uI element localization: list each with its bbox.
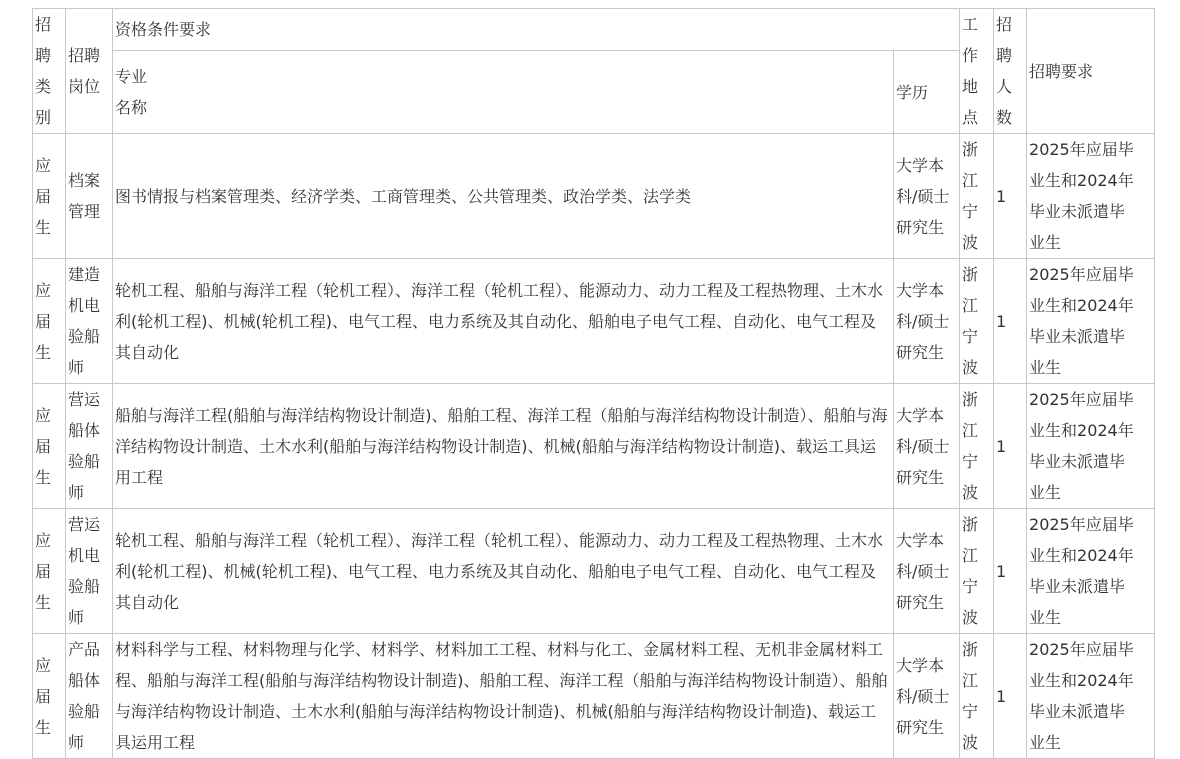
header-qualification: 资格条件要求 (113, 9, 960, 51)
header-major (113, 51, 894, 134)
table-row (33, 259, 1155, 384)
header-category-line: 别 (35, 108, 52, 127)
cell-requirement (1027, 384, 1155, 509)
cell-location-line: 浙 (962, 390, 979, 409)
cell-major: 轮机工程、船舶与海洋工程（轮机工程）、海洋工程（轮机工程）、能源动力、动力工程及工程热物理、土木水利(轮机工程)、机械(轮机工程)、电气工程、电力系统及其自动化、船舶电子电气工程、自动化、电气工程及其自动化 (113, 259, 894, 384)
cell-location-line: 浙 (962, 265, 979, 284)
cell-position-line: 船体 (68, 421, 101, 440)
cell-position-line: 营运 (68, 515, 101, 534)
cell-location-line: 浙 (962, 515, 979, 534)
cell-position-line: 验船 (68, 327, 101, 346)
cell-category (33, 384, 66, 509)
cell-category-line: 生 (35, 217, 52, 237)
cell-location-line: 江 (962, 296, 979, 315)
header-location (960, 9, 994, 134)
header-location-line: 作 (962, 46, 979, 65)
header-major-line: 名称 (115, 98, 148, 118)
header-category-line: 招 (35, 15, 52, 34)
cell-requirement (1027, 634, 1155, 759)
cell-location-line: 浙 (962, 140, 979, 159)
cell-count: 1 (994, 509, 1027, 634)
cell-position-line: 船体 (68, 671, 101, 690)
header-major-line: 专业 (115, 67, 148, 87)
cell-position-line: 师 (68, 733, 85, 752)
cell-position-line: 建造 (68, 265, 101, 284)
cell-category-line: 生 (35, 592, 52, 612)
cell-position-line: 机电 (68, 546, 101, 565)
cell-location (960, 134, 994, 259)
cell-location-line: 波 (962, 233, 979, 252)
cell-location-line: 浙 (962, 640, 979, 659)
cell-location-line: 江 (962, 171, 979, 190)
recruitment-table (32, 8, 1155, 759)
cell-requirement-line: 业生和2024年 (1029, 421, 1134, 440)
header-count-line: 招 (996, 15, 1013, 34)
cell-count: 1 (994, 134, 1027, 259)
cell-education (894, 384, 960, 509)
cell-requirement-line: 业生和2024年 (1029, 296, 1134, 315)
cell-education-line: 科/硕士 (896, 436, 950, 456)
cell-position-line: 师 (68, 483, 85, 502)
cell-location (960, 509, 994, 634)
cell-location-line: 波 (962, 608, 979, 627)
cell-location-line: 宁 (962, 327, 979, 346)
cell-education-line: 科/硕士 (896, 561, 950, 581)
cell-education-line: 研究生 (896, 592, 945, 612)
cell-position (66, 384, 113, 509)
cell-location (960, 634, 994, 759)
cell-position-line: 产品 (68, 640, 101, 659)
cell-major: 图书情报与档案管理类、经济学类、工商管理类、公共管理类、政治学类、法学类 (113, 134, 894, 259)
cell-requirement-line: 毕业未派遣毕 (1029, 327, 1126, 346)
cell-position-line: 验船 (68, 577, 101, 596)
header-position-line: 岗位 (68, 77, 101, 96)
cell-category (33, 134, 66, 259)
cell-category-line: 届 (35, 311, 52, 331)
header-category-line: 聘 (35, 46, 52, 65)
cell-category-line: 应 (35, 280, 52, 300)
cell-education (894, 259, 960, 384)
cell-category-line: 生 (35, 342, 52, 362)
cell-location-line: 江 (962, 671, 979, 690)
cell-education-line: 研究生 (896, 342, 945, 362)
table-row (33, 509, 1155, 634)
header-category (33, 9, 66, 134)
cell-requirement-line: 业生和2024年 (1029, 671, 1134, 690)
cell-category (33, 634, 66, 759)
cell-category-line: 生 (35, 717, 52, 737)
cell-requirement-line: 毕业未派遣毕 (1029, 577, 1126, 596)
cell-requirement-line: 业生和2024年 (1029, 171, 1134, 190)
cell-education (894, 134, 960, 259)
cell-education-line: 研究生 (896, 217, 945, 237)
cell-position (66, 634, 113, 759)
table-row (33, 134, 1155, 259)
cell-requirement-line: 业生和2024年 (1029, 546, 1134, 565)
cell-requirement-line: 2025年应届毕 (1029, 140, 1134, 159)
cell-category-line: 届 (35, 686, 52, 706)
table-row (33, 634, 1155, 759)
cell-requirement-line: 业生 (1029, 233, 1062, 252)
cell-education (894, 509, 960, 634)
cell-location-line: 江 (962, 421, 979, 440)
cell-education-line: 大学本 (896, 655, 945, 675)
cell-education-line: 科/硕士 (896, 311, 950, 331)
header-count (994, 9, 1027, 134)
cell-position (66, 509, 113, 634)
cell-count: 1 (994, 634, 1027, 759)
cell-major: 轮机工程、船舶与海洋工程（轮机工程）、海洋工程（轮机工程）、能源动力、动力工程及工程热物理、土木水利(轮机工程)、机械(轮机工程)、电气工程、电力系统及其自动化、船舶电子电气工程、自动化、电气工程及其自动化 (113, 509, 894, 634)
cell-requirement-line: 业生 (1029, 608, 1062, 627)
header-count-line: 数 (996, 108, 1013, 127)
cell-position-line: 师 (68, 608, 85, 627)
cell-category-line: 届 (35, 561, 52, 581)
cell-category (33, 259, 66, 384)
cell-position-line: 机电 (68, 296, 101, 315)
cell-position-line: 管理 (68, 202, 101, 221)
cell-education (894, 634, 960, 759)
cell-position-line: 档案 (68, 171, 101, 190)
cell-requirement-line: 毕业未派遣毕 (1029, 452, 1126, 471)
cell-location-line: 波 (962, 483, 979, 502)
cell-count: 1 (994, 259, 1027, 384)
cell-location-line: 宁 (962, 202, 979, 221)
cell-major: 材料科学与工程、材料物理与化学、材料学、材料加工工程、材料与化工、金属材料工程、无机非金属材料工程、船舶与海洋工程(船舶与海洋结构物设计制造)、船舶工程、海洋工程（船舶与海洋结构物设计制造）、船舶与海洋结构物设计制造、土木水利(船舶与海洋结构物设计制造)、机械(船舶与海洋结构物设计制造)、载运工具运用工程 (113, 634, 894, 759)
header-category-line: 类 (35, 77, 52, 96)
cell-position (66, 134, 113, 259)
header-location-line: 地 (962, 77, 979, 96)
cell-location-line: 宁 (962, 452, 979, 471)
cell-count: 1 (994, 384, 1027, 509)
cell-category (33, 509, 66, 634)
cell-requirement-line: 业生 (1029, 358, 1062, 377)
cell-education-line: 大学本 (896, 530, 945, 550)
cell-location (960, 259, 994, 384)
cell-education-line: 大学本 (896, 280, 945, 300)
header-position-line: 招聘 (68, 46, 101, 65)
cell-requirement-line: 毕业未派遣毕 (1029, 702, 1126, 721)
cell-location (960, 384, 994, 509)
table-row (33, 384, 1155, 509)
cell-category-line: 应 (35, 530, 52, 550)
cell-position-line: 师 (68, 358, 85, 377)
header-count-line: 人 (996, 77, 1013, 96)
cell-category-line: 届 (35, 186, 52, 206)
cell-education-line: 科/硕士 (896, 686, 950, 706)
cell-category-line: 应 (35, 405, 52, 425)
cell-education-line: 大学本 (896, 405, 945, 425)
header-location-line: 工 (962, 15, 979, 34)
header-position (66, 9, 113, 134)
cell-requirement (1027, 259, 1155, 384)
cell-education-line: 大学本 (896, 155, 945, 175)
cell-education-line: 研究生 (896, 467, 945, 487)
cell-requirement (1027, 509, 1155, 634)
cell-requirement-line: 2025年应届毕 (1029, 515, 1134, 534)
cell-category-line: 届 (35, 436, 52, 456)
header-requirement: 招聘要求 (1027, 9, 1155, 134)
cell-requirement-line: 2025年应届毕 (1029, 390, 1134, 409)
cell-category-line: 应 (35, 655, 52, 675)
cell-requirement-line: 2025年应届毕 (1029, 640, 1134, 659)
header-count-line: 聘 (996, 46, 1013, 65)
cell-position-line: 营运 (68, 390, 101, 409)
cell-requirement (1027, 134, 1155, 259)
cell-location-line: 波 (962, 733, 979, 752)
cell-requirement-line: 业生 (1029, 483, 1062, 502)
cell-position (66, 259, 113, 384)
cell-education-line: 科/硕士 (896, 186, 950, 206)
cell-location-line: 江 (962, 546, 979, 565)
header-row (33, 9, 1155, 51)
header-location-line: 点 (962, 108, 979, 127)
cell-education-line: 研究生 (896, 717, 945, 737)
cell-location-line: 宁 (962, 577, 979, 596)
cell-category-line: 应 (35, 155, 52, 175)
cell-requirement-line: 毕业未派遣毕 (1029, 202, 1126, 221)
cell-category-line: 生 (35, 467, 52, 487)
cell-position-line: 验船 (68, 702, 101, 721)
cell-location-line: 宁 (962, 702, 979, 721)
cell-requirement-line: 业生 (1029, 733, 1062, 752)
cell-location-line: 波 (962, 358, 979, 377)
cell-requirement-line: 2025年应届毕 (1029, 265, 1134, 284)
cell-position-line: 验船 (68, 452, 101, 471)
cell-major: 船舶与海洋工程(船舶与海洋结构物设计制造)、船舶工程、海洋工程（船舶与海洋结构物设计制造）、船舶与海洋结构物设计制造、土木水利(船舶与海洋结构物设计制造)、机械(船舶与海洋结构物设计制造)、载运工具运用工程 (113, 384, 894, 509)
header-education: 学历 (894, 51, 960, 134)
